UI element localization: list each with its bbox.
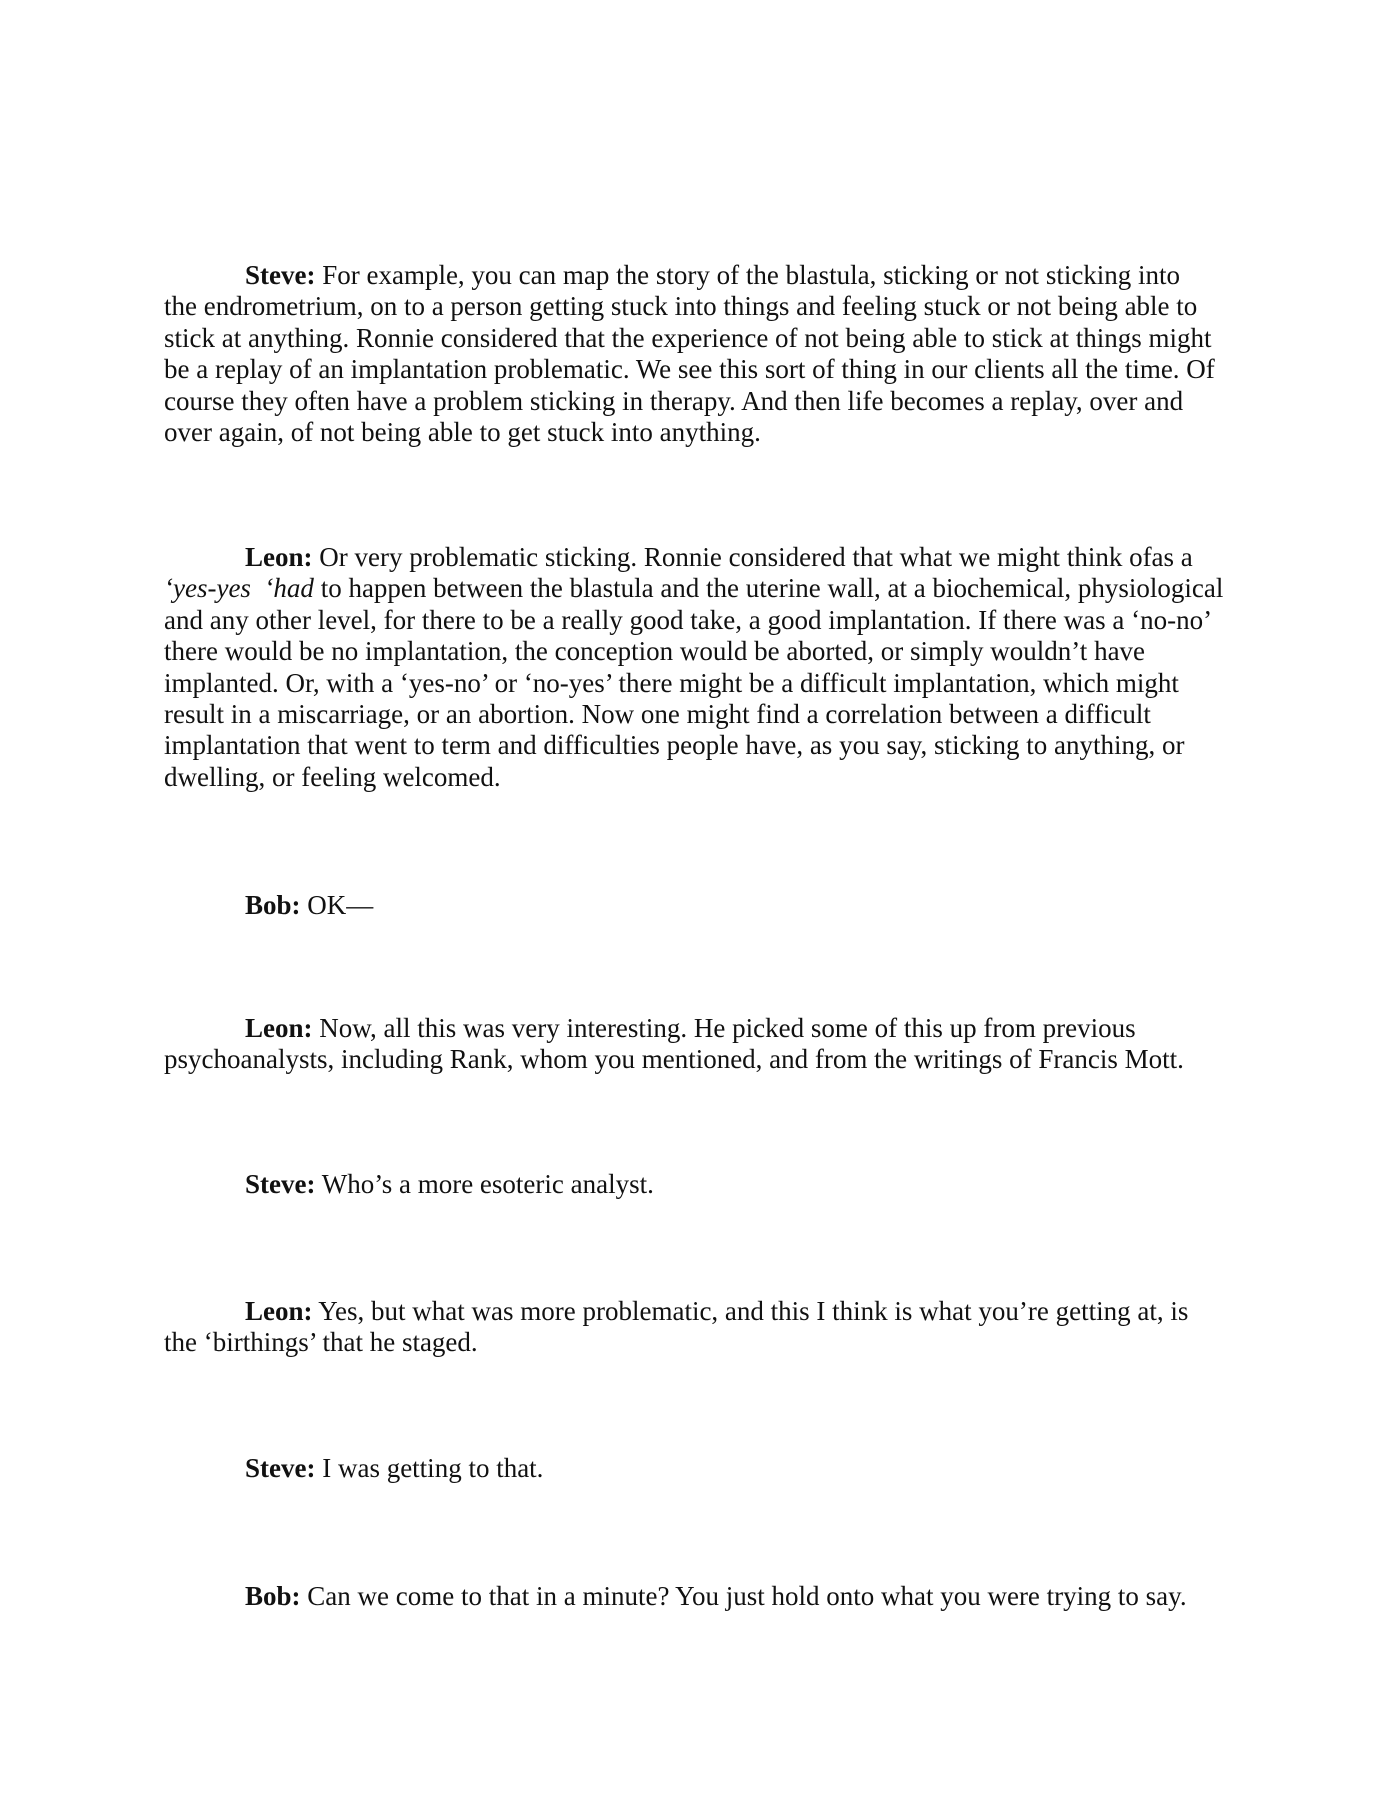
speaker-name: Steve: (245, 1453, 316, 1483)
dialogue-paragraph (164, 260, 1244, 448)
body-text: result in a miscarriage, or an abortion. Now one might find a correlation between a difficult (164, 698, 1151, 729)
dialogue-paragraph (164, 890, 1244, 921)
body-text: course they often have a problem sticking in therapy. And then life becomes a replay, over and (164, 385, 1184, 416)
speaker-name: Steve: (245, 1169, 316, 1199)
italic-text: ‘yes-yes ‘had (164, 573, 314, 604)
speaker-name: Leon: (245, 1296, 313, 1326)
body-text: For example, you can map the story of the blastula, sticking or not sticking into (315, 260, 1181, 290)
body-text: be a replay of an implantation problematic. We see this sort of thing in our clients all the time. Of (164, 354, 1215, 385)
body-text: stick at anything. Ronnie considered that the experience of not being able to stick at things might (164, 322, 1212, 353)
body-text: Can we come to that in a minute? You just hold onto what you were trying to say. (300, 1581, 1187, 1611)
body-text: psychoanalysts, including Rank, whom you mentioned, and from the writings of Francis Mott. (164, 1044, 1184, 1075)
body-text: Who’s a more esoteric analyst. (315, 1169, 654, 1199)
dialogue-paragraph (164, 1169, 1244, 1200)
body-text: the endrometrium, on to a person getting stuck into things and feeling stuck or not being able to (164, 291, 1198, 322)
text-line (164, 260, 1244, 291)
text-line (164, 1013, 1244, 1044)
body-text: and any other level, for there to be a really good take, a good implantation. If there was a ‘no-no’ (164, 604, 1213, 635)
body-text: over again, of not being able to get stuck into anything. (164, 416, 761, 447)
speaker-name: Steve: (245, 260, 316, 290)
text-line (164, 605, 1244, 636)
text-line (164, 573, 1244, 604)
text-line (164, 417, 1244, 448)
text-line (164, 1169, 1244, 1200)
text-line (164, 386, 1244, 417)
dialogue-paragraph (164, 1296, 1244, 1359)
text-line (164, 762, 1244, 793)
text-line (164, 542, 1244, 573)
body-text: OK— (300, 890, 374, 920)
speaker-name: Leon: (245, 1013, 313, 1043)
text-line (164, 1296, 1244, 1327)
text-line (164, 354, 1244, 385)
text-line (164, 1044, 1244, 1075)
dialogue-paragraph (164, 1013, 1244, 1076)
text-line (164, 668, 1244, 699)
body-text: there would be no implantation, the conception would be aborted, or simply wouldn’t have (164, 636, 1146, 667)
text-line (164, 1327, 1244, 1358)
dialogue-paragraph (164, 1453, 1244, 1484)
text-line (164, 636, 1244, 667)
body-text: the ‘birthings’ that he staged. (164, 1327, 478, 1358)
speaker-name: Bob: (245, 1581, 301, 1611)
body-text: I was getting to that. (315, 1453, 544, 1483)
dialogue-paragraph (164, 1581, 1244, 1612)
body-text: dwelling, or feeling welcomed. (164, 761, 501, 792)
text-line (164, 699, 1244, 730)
speaker-name: Bob: (245, 890, 301, 920)
body-text: Now, all this was very interesting. He picked some of this up from previous (312, 1013, 1136, 1043)
text-line (164, 1453, 1244, 1484)
speaker-name: Leon: (245, 542, 313, 572)
text-line (164, 1581, 1244, 1612)
dialogue-paragraph (164, 542, 1244, 793)
body-text: implantation that went to term and difficulties people have, as you say, sticking to anything, or (164, 730, 1185, 761)
body-text: Or very problematic sticking. Ronnie considered that what we might think ofas a (312, 542, 1193, 572)
body-text: to happen between the blastula and the uterine wall, at a biochemical, physiological (313, 573, 1224, 604)
text-line (164, 291, 1244, 322)
text-line (164, 890, 1244, 921)
text-line (164, 730, 1244, 761)
text-line (164, 323, 1244, 354)
body-text: implanted. Or, with a ‘yes-no’ or ‘no-yes’ there might be a difficult implantation, which might (164, 667, 1179, 698)
body-text: Yes, but what was more problematic, and this I think is what you’re getting at, is (312, 1296, 1189, 1326)
